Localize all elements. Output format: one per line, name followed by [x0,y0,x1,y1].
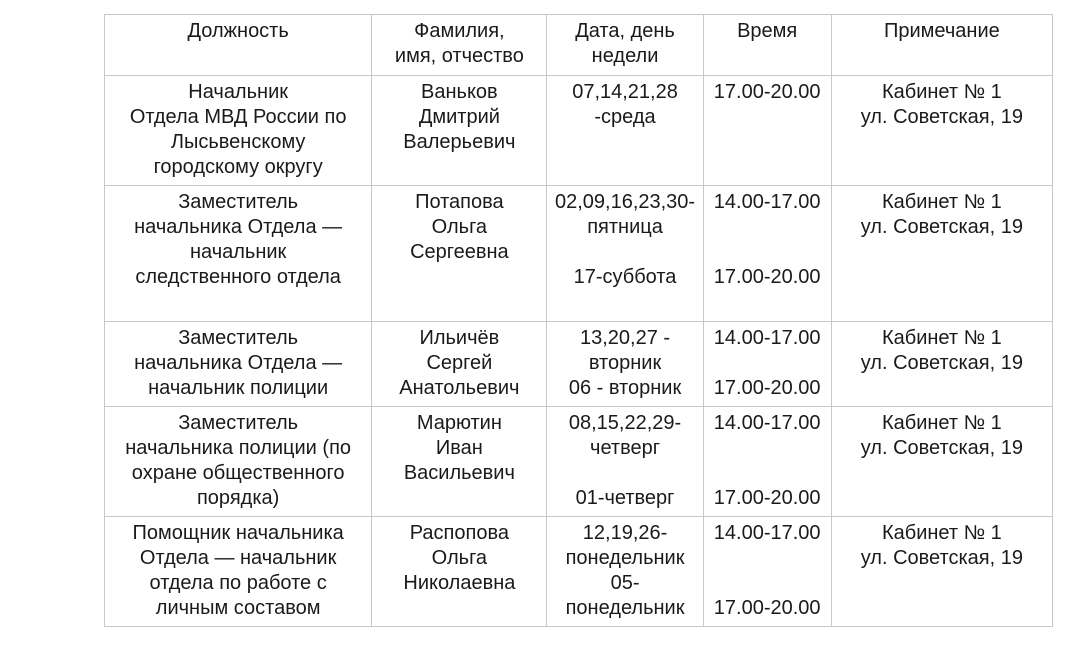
position-line: Заместитель [178,412,299,434]
position-line: отдела по работе с [149,572,327,594]
position-line: начальника Отдела — [134,352,343,374]
position-line: порядка) [196,487,280,509]
note-cell [831,76,1052,186]
time-line: 17.00-20.00 [713,597,821,619]
date-cell [547,76,703,186]
header-date-line: недели [591,45,659,67]
position-line: Начальник [188,81,288,103]
header-time [703,15,831,76]
blank-line [708,571,827,596]
table-row [105,322,1053,407]
date-line: 13,20,27 - [579,327,671,349]
name-cell [372,76,547,186]
date-line: 01-четверг [575,487,675,509]
time-line: 17.00-20.00 [713,81,821,103]
note-line: Кабинет № 1 [881,191,1002,213]
blank-line [708,436,827,461]
name-line: Марютин [416,412,502,434]
position-line: охране общественного [131,462,345,484]
schedule-body [105,15,1053,627]
date-line: пятница [587,216,663,238]
time-cell [703,517,831,627]
note-line: ул. Советская, 19 [860,216,1023,238]
note-line: ул. Советская, 19 [860,106,1023,128]
header-date [547,15,703,76]
name-line: Сергей [426,352,493,374]
time-line: 14.00-17.00 [713,327,821,349]
position-line: Помощник начальника [132,522,344,544]
position-line: Заместитель [178,191,299,213]
time-cell [703,186,831,322]
name-line: Сергеевна [410,241,509,263]
time-cell [703,407,831,517]
header-date-line: Дата, день [575,20,675,42]
note-cell [831,517,1052,627]
position-cell [105,76,372,186]
header-name-line: имя, отчество [394,45,524,67]
date-cell [547,517,703,627]
blank-line [708,546,827,571]
blank-line [708,240,827,265]
time-line: 17.00-20.00 [713,266,821,288]
date-line: 02,09,16,23,30- [554,191,696,213]
time-line: 17.00-20.00 [713,487,821,509]
name-cell [372,322,547,407]
name-line: Ваньков [421,81,498,103]
note-cell [831,407,1052,517]
date-line: 12,19,26- [582,522,668,544]
table-row [105,407,1053,517]
header-note [831,15,1052,76]
position-line: начальника полиции (по [125,437,352,459]
name-line: Ольга [431,547,488,569]
name-line: Дмитрий [418,106,500,128]
header-name [372,15,547,76]
date-line: понедельник [565,547,685,569]
table-row [105,517,1053,627]
name-line: Потапова [415,191,504,213]
header-position-text: Должность [187,20,289,42]
date-line: четверг [590,437,661,459]
position-line: начальник полиции [148,377,329,399]
note-cell [831,186,1052,322]
date-line: 17-суббота [573,266,677,288]
blank-line [708,461,827,486]
date-cell [547,186,703,322]
position-cell [105,186,372,322]
name-line: Ольга [431,216,488,238]
date-line: 06 - вторник [568,377,682,399]
position-cell [105,322,372,407]
date-line: 08,15,22,29- [568,412,682,434]
note-line: Кабинет № 1 [881,412,1002,434]
date-line: понедельник [565,597,685,619]
name-line: Ильичёв [419,327,500,349]
note-line: ул. Советская, 19 [860,437,1023,459]
time-line: 17.00-20.00 [713,377,821,399]
name-line: Николаевна [403,572,516,594]
date-line: вторник [588,352,662,374]
time-cell [703,322,831,407]
header-position [105,15,372,76]
position-line: начальника Отдела — [134,216,343,238]
date-cell [547,322,703,407]
header-row [105,15,1053,76]
name-cell [372,517,547,627]
note-line: ул. Советская, 19 [860,352,1023,374]
note-line: Кабинет № 1 [881,81,1002,103]
date-line: 05- [610,572,640,594]
blank-line [551,240,698,265]
position-cell [105,517,372,627]
time-line: 14.00-17.00 [713,191,821,213]
note-cell [831,322,1052,407]
table-row [105,76,1053,186]
position-line: Отдела МВД России по [129,106,347,128]
table-row [105,186,1053,322]
reception-schedule-table [104,14,1053,627]
position-line: Лысьвенскому [170,131,306,153]
date-line: 07,14,21,28 [572,81,678,103]
name-line: Иван [435,437,483,459]
date-line: -среда [594,106,656,128]
position-line: Заместитель [178,327,299,349]
position-cell [105,407,372,517]
blank-line [708,215,827,240]
note-line: ул. Советская, 19 [860,547,1023,569]
time-line: 14.00-17.00 [713,522,821,544]
position-line: личным составом [155,597,321,619]
position-line: начальник [189,241,287,263]
header-time-text: Время [737,20,798,42]
date-cell [547,407,703,517]
time-line: 14.00-17.00 [713,412,821,434]
name-line: Васильевич [403,462,515,484]
position-line: следственного отдела [135,266,341,288]
time-cell [703,76,831,186]
note-line: Кабинет № 1 [881,327,1002,349]
name-cell [372,407,547,517]
name-cell [372,186,547,322]
header-note-text: Примечание [883,20,1000,42]
blank-line [708,351,827,376]
header-name-line: Фамилия, [414,20,505,42]
name-line: Распопова [409,522,509,544]
blank-line [551,461,698,486]
note-line: Кабинет № 1 [881,522,1002,544]
name-line: Валерьевич [403,131,516,153]
position-line: Отдела — начальник [139,547,337,569]
name-line: Анатольевич [399,377,520,399]
position-line: городскому округу [153,156,323,178]
